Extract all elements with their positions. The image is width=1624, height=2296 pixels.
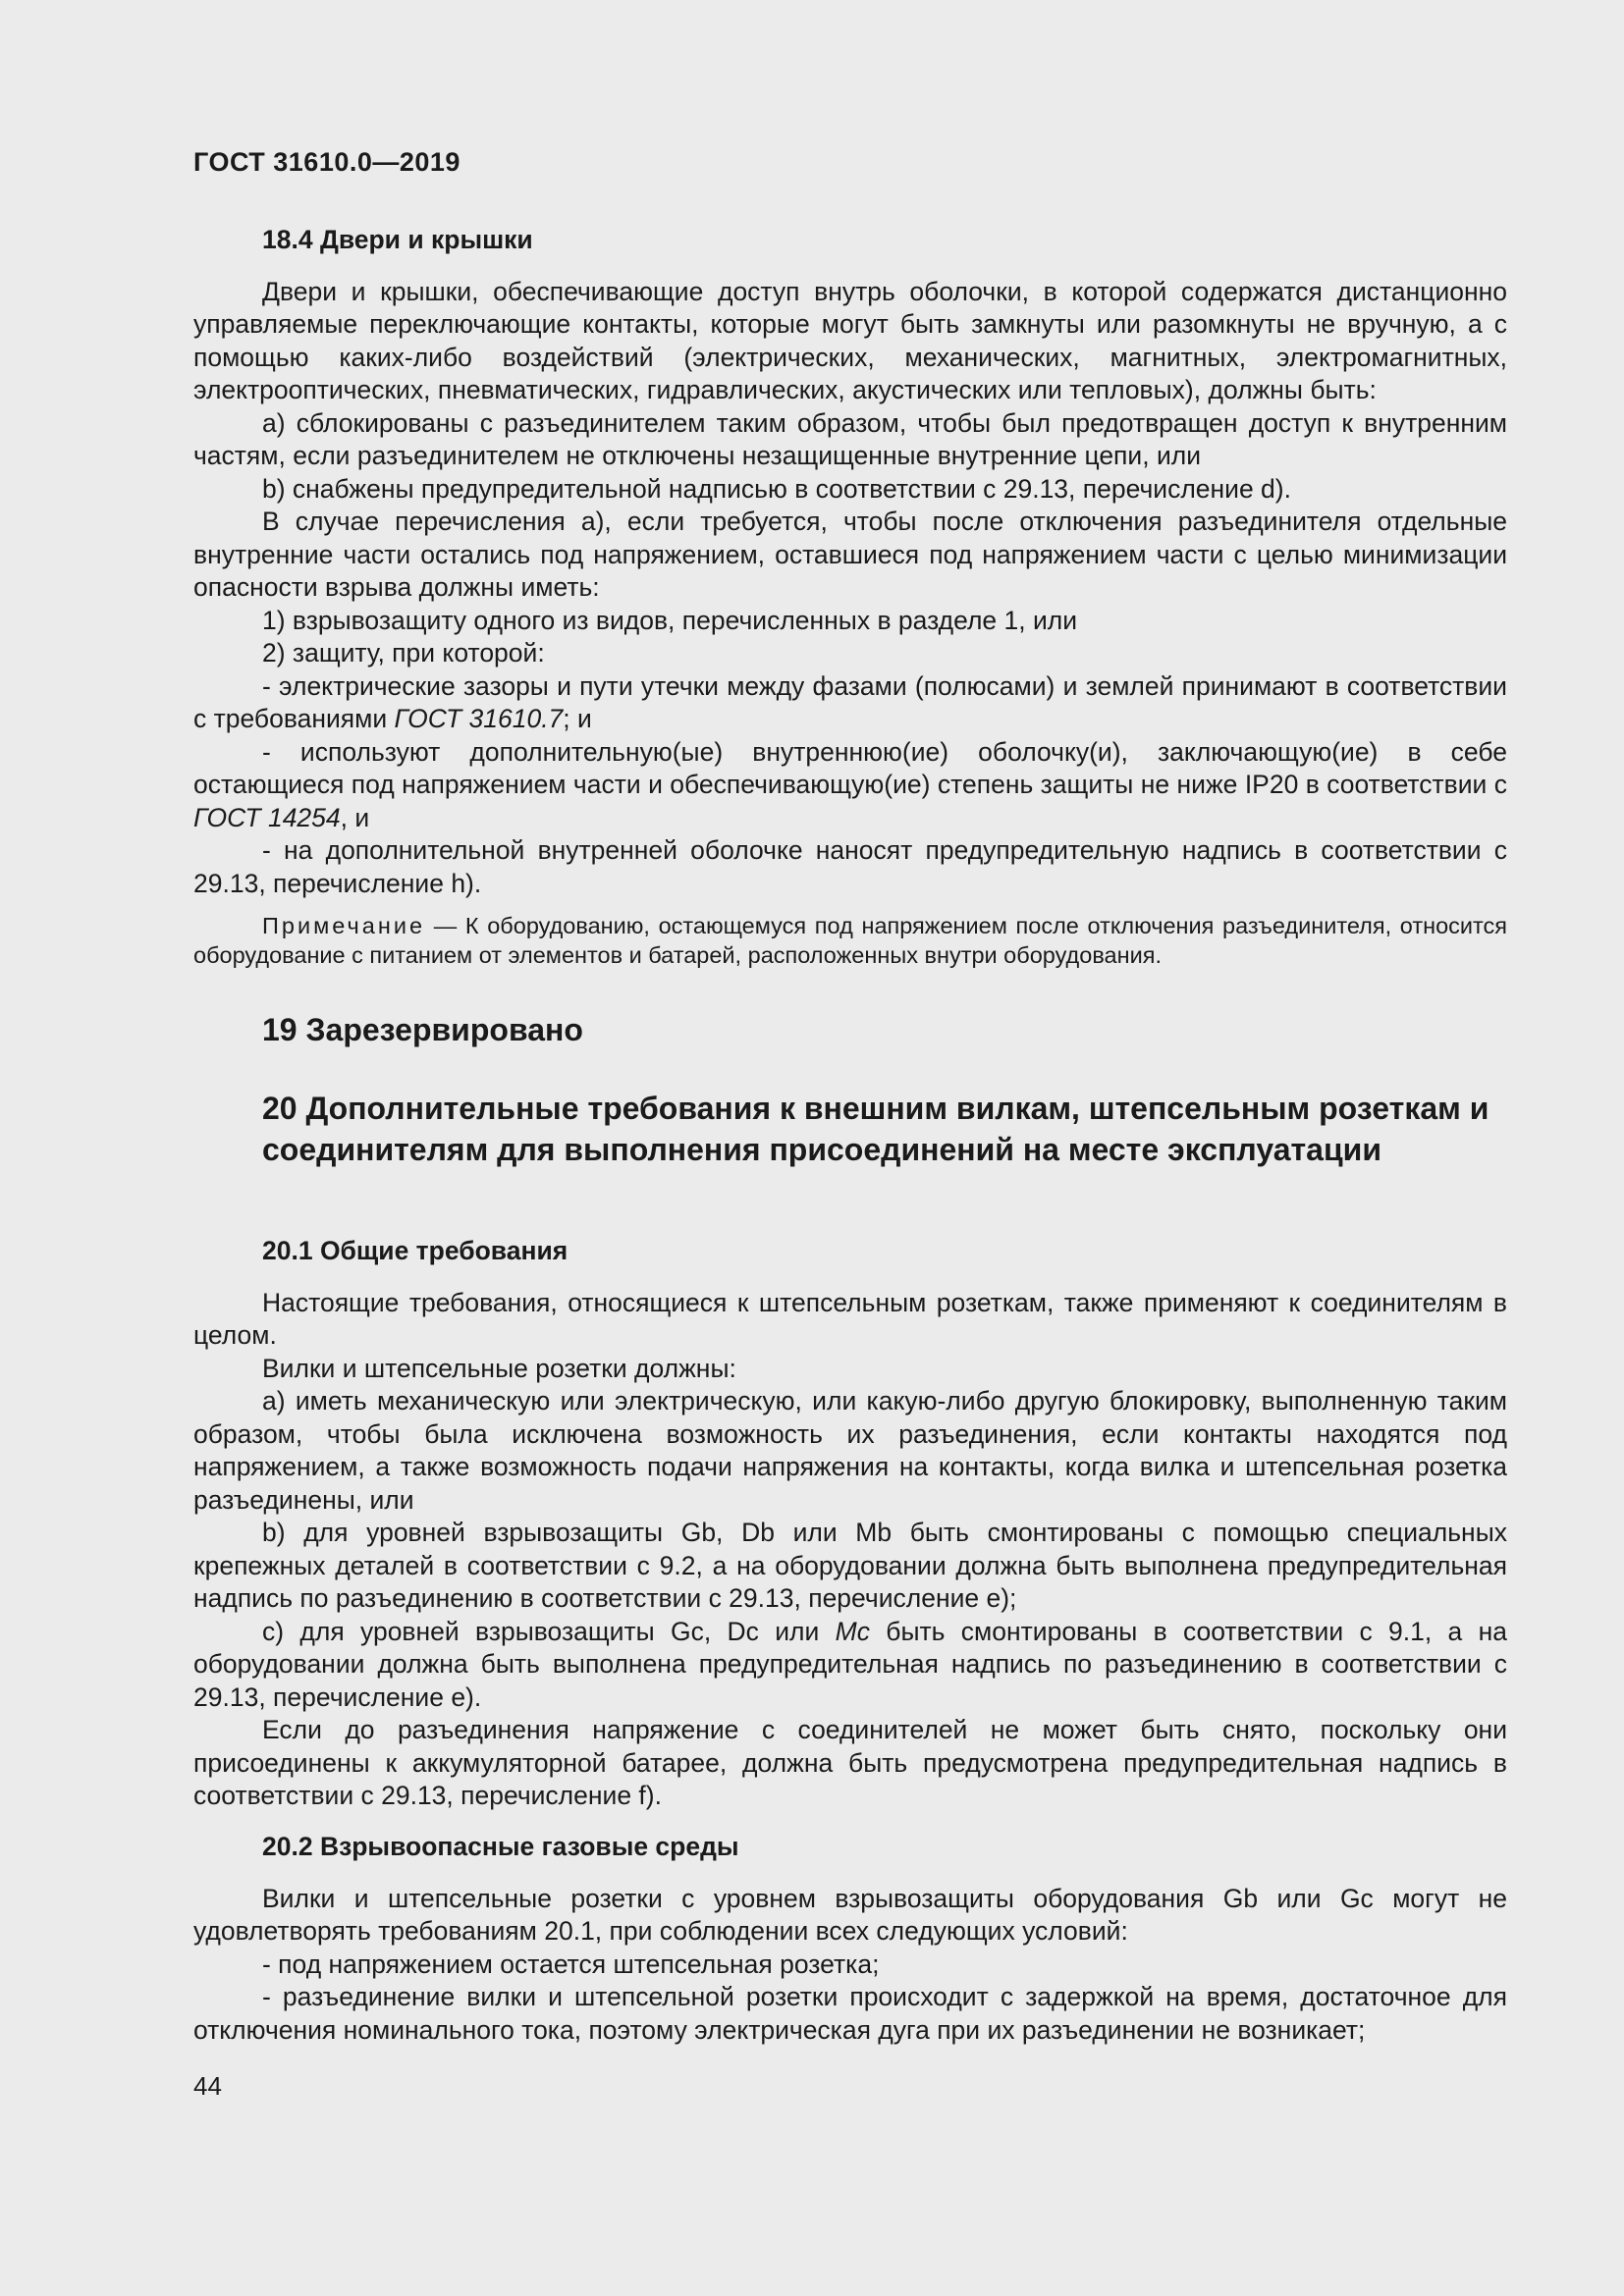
- paragraph: Если до разъединения напряжение с соединителей не может быть снято, поскольку они присоединены к аккумуляторной батарее, должна быть предусмотрена предупредительная надпись в соответствии с 29.13, перечисление f).: [193, 1715, 1507, 1810]
- section-20-2: [193, 1831, 1507, 2047]
- note: [193, 911, 1507, 970]
- page-number: 44: [193, 2071, 222, 2101]
- list-text: , и: [340, 802, 370, 832]
- section-heading: 20 Дополнительные требования к внешним вилкам, штепсельным розеткам и соединителям для выполнения присоединений на месте эксплуатации: [262, 1091, 1489, 1167]
- section-heading: 18.4 Двери и крышки: [262, 225, 533, 254]
- section-heading: 19 Зарезервировано: [262, 1012, 583, 1047]
- list-item: - на дополнительной внутренней оболочке наносят предупредительную надпись в соответствии с 29.13, перечисление h).: [193, 835, 1507, 898]
- section-heading: 20.1 Общие требования: [262, 1236, 568, 1265]
- paragraph: В случае перечисления а), если требуется, чтобы после отключения разъединителя отдельные внутренние части остались под напряжением, оставшиеся под напряжением части с целью минимизации опасности взрыва должны иметь:: [193, 507, 1507, 602]
- list-item: - разъединение вилки и штепсельной розетки происходит с задержкой на время, достаточное для отключения номинального тока, поэтому электрическая дуга при их разъединении не возникает;: [193, 1982, 1507, 2045]
- section-20-1: [193, 1235, 1507, 1813]
- list-text: с) для уровней взрывозащиты Gc, Dc или: [262, 1616, 836, 1646]
- list-item: [193, 670, 1507, 736]
- paragraph: Двери и крышки, обеспечивающие доступ внутрь оболочки, в которой содержатся дистанционно управляемые переключающие контакты, которые могут быть замкнуты или разомкнуты не вручную, а с помощью каких-либо воздействий (электрических, механических, магнитных, электромагнитных, электрооптических, пневматических, гидравлических, акустических или тепловых), должны быть:: [193, 276, 1507, 404]
- section-heading: 20.2 Взрывоопасные газовые среды: [262, 1832, 739, 1861]
- list-item: 2) защиту, при которой:: [262, 638, 545, 667]
- paragraph: Вилки и штепсельные розетки должны:: [262, 1353, 736, 1383]
- list-item: [193, 1616, 1507, 1715]
- note-text: — К оборудованию, остающемуся под напряжением после отключения разъединителя, относится оборудование с питанием от элементов и батарей, расположенных внутри оборудования.: [193, 913, 1507, 968]
- list-item: b) для уровней взрывозащиты Gb, Db или Mb быть смонтированы с помощью специальных крепежных деталей в соответствии с 9.2, а на оборудовании должна быть выполнена предупредительная надпись по разъединению в соответствии с 29.13, перечисление е);: [193, 1518, 1507, 1613]
- paragraph: Настоящие требования, относящиеся к штепсельным розеткам, также применяют к соединителям в целом.: [193, 1287, 1507, 1350]
- list-item: 1) взрывозащиту одного из видов, перечисленных в разделе 1, или: [262, 605, 1078, 635]
- list-item: - под напряжением остается штепсельная розетка;: [262, 1949, 880, 1979]
- list-item: а) иметь механическую или электрическую, или какую-либо другую блокировку, выполненную таким образом, чтобы была исключена возможность их разъединения, если контакты находятся под напряжением, а также возможность подачи напряжения на контакты, когда вилка и штепсельная розетка разъединены, или: [193, 1386, 1507, 1515]
- standard-reference: ГОСТ 31610.7: [394, 704, 564, 733]
- list-item: b) снабжены предупредительной надписью в соответствии с 29.13, перечисление d).: [262, 473, 1291, 504]
- list-text: быть смонтированы в соответствии с 9.1, а на оборудовании должна быть выполнена предупредительная надпись по разъединению в соответствии с 29.13, перечисление е).: [193, 1616, 1507, 1712]
- section-20: [193, 1088, 1507, 1170]
- list-text: ; и: [563, 704, 592, 733]
- list-item: а) сблокированы с разъединителем таким образом, чтобы был предотвращен доступ к внутренним частям, если разъединителем не отключены незащищенные внутренние цепи, или: [193, 407, 1507, 470]
- italic-term: Mc: [835, 1616, 870, 1646]
- list-item: [193, 736, 1507, 835]
- section-18-4: [193, 224, 1507, 970]
- page-header: ГОСТ 31610.0—2019: [193, 147, 460, 177]
- note-label: Примечание: [262, 913, 426, 938]
- standard-reference: ГОСТ 14254: [193, 802, 341, 832]
- paragraph: Вилки и штепсельные розетки с уровнем взрывозащиты оборудования Gb или Gc могут не удовлетворять требованиям 20.1, при соблюдении всех следующих условий:: [193, 1883, 1507, 1946]
- list-text: - используют дополнительную(ые) внутреннюю(ие) оболочку(и), заключающую(ие) в себе остающиеся под напряжением части и обеспечивающую(ие) степень защиты не ниже IP20 в соответствии с: [193, 736, 1507, 799]
- list-text: - электрические зазоры и пути утечки между фазами (полюсами) и землей принимают в соответствии с требованиями: [193, 670, 1507, 733]
- section-19: [193, 1009, 1507, 1050]
